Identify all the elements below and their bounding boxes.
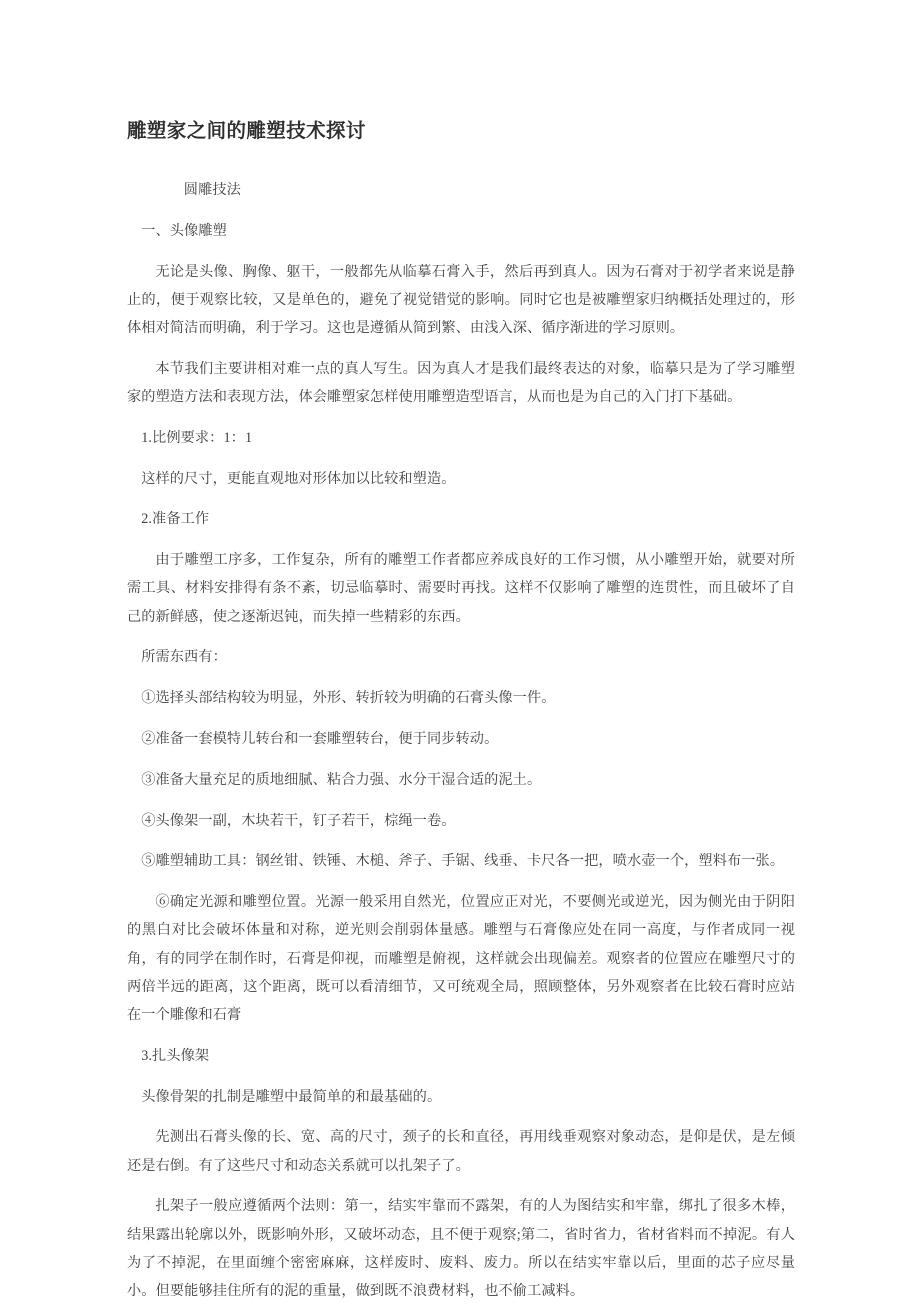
paragraph: 这样的尺寸，更能直观地对形体加以比较和塑造。 <box>141 470 456 487</box>
paragraph: ⑤雕塑辅助工具：钢丝钳、铁锤、木槌、斧子、手锯、线垂、卡尺各一把，喷水壶一个，塑料布一张。 <box>141 853 785 870</box>
document-body <box>127 176 795 1305</box>
paragraph: 头像骨架的扎制是雕塑中最简单的和最基础的。 <box>141 1088 442 1105</box>
paragraph: 圆雕技法 <box>183 182 241 198</box>
paragraph: 所需东西有： <box>141 649 227 666</box>
page-title: 雕塑家之间的雕塑技术探讨 <box>127 120 366 142</box>
paragraph: 由于雕塑工序多，工作复杂，所有的雕塑工作者都应养成良好的工作习惯，从小雕塑开始，就要对所需工具、材料安排得有条不紊，切忌临摹时、需要时再找。这样不仅影响了雕塑的连贯性，而且破坏了自己的新鲜感，使之逐渐迟钝，而失掉一些精彩的东西。 <box>127 552 795 625</box>
paragraph: 扎架子一般应遵循两个法则：第一，结实牢靠而不露架，有的人为图结实和牢靠，绑扎了很多木棒，结果露出轮廓以外，既影响外形，又破坏动态，且不便于观察;第二，省时省力，省材省料而不掉泥。有人为了不掉泥，在里面缠个密密麻麻，这样废时、废料、废力。所以在结实牢靠以后，里面的芯子应尽量小。但要能够挂住所有的泥的重量，做到既不浪费材料，也不偷工减料。 <box>127 1198 795 1299</box>
paragraph: 1.比例要求：1：1 <box>141 429 253 446</box>
paragraph: ③准备大量充足的质地细腻、粘合力强、水分干湿合适的泥土。 <box>141 771 542 788</box>
paragraph: 先测出石膏头像的长、宽、高的尺寸，颈子的长和直径，再用线垂观察对象动态，是仰是伏，是左倾还是右倒。有了这些尺寸和动态关系就可以扎架子了。 <box>127 1129 795 1174</box>
paragraph: ①选择头部结构较为明显，外形、转折较为明确的石膏头像一件。 <box>141 690 556 707</box>
paragraph: 2.准备工作 <box>141 511 210 528</box>
paragraph: ②准备一套模特儿转台和一套雕塑转台，便于同步转动。 <box>141 730 499 747</box>
paragraph: 本节我们主要讲相对难一点的真人写生。因为真人才是我们最终表达的对象，临摹只是为了学习雕塑家的塑造方法和表现方法，体会雕塑家怎样使用雕塑造型语言，从而也是为自己的入门打下基础。 <box>127 360 795 405</box>
paragraph: 无论是头像、胸像、躯干，一般都先从临摹石膏入手，然后再到真人。因为石膏对于初学者来说是静止的，便于观察比较，又是单色的，避免了视觉错觉的影响。同时它也是被雕塑家归纳概括处理过的，形体相对简洁而明确，利于学习。这也是遵循从简到繁、由浅入深、循序渐进的学习原则。 <box>127 263 795 336</box>
paragraph: ⑥确定光源和雕塑位置。光源一般采用自然光，位置应正对光，不要侧光或逆光，因为侧光由于阴阳的黑白对比会破坏体量和对称，逆光则会削弱体量感。雕塑与石膏像应处在同一高度，与作者成同一视角，有的同学在制作时，石膏是仰视，而雕塑是俯视，这样就会出现偏差。观察者的位置应在雕塑尺寸的两倍半远的距离，这个距离，既可以看清细节，又可统观全局，照顾整体，另外观察者在比较石膏时应站在一个雕像和石膏 <box>127 894 795 1023</box>
paragraph: 3.扎头像架 <box>141 1047 210 1064</box>
paragraph: 一、头像雕塑 <box>141 222 227 239</box>
paragraph: ④头像架一副，木块若干，钉子若干，棕绳一卷。 <box>141 812 456 829</box>
